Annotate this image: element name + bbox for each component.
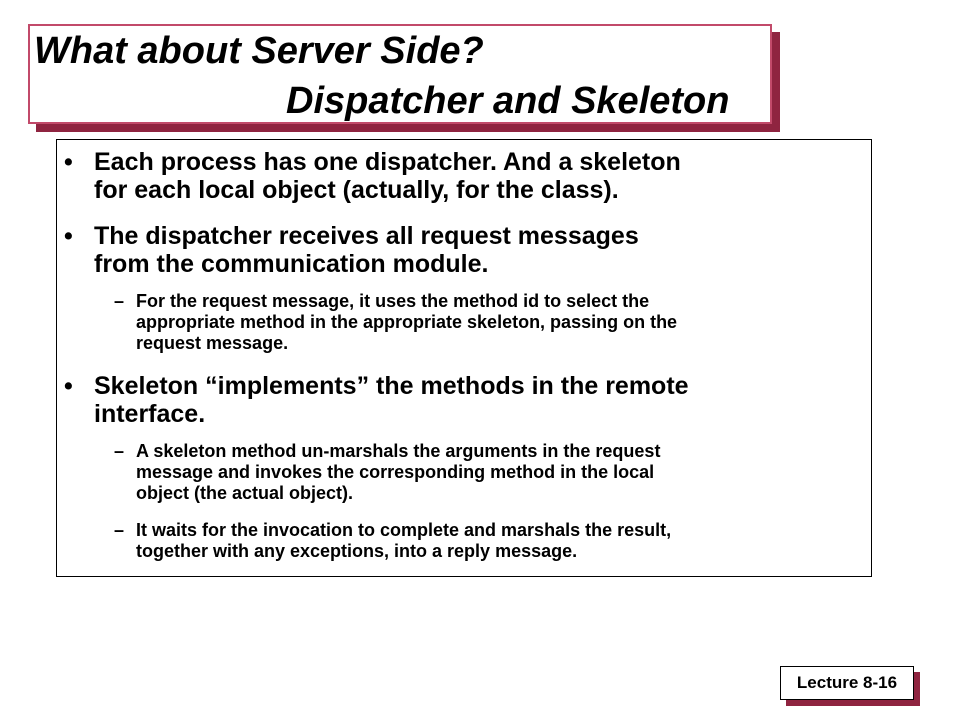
sub-bullet-3-2 [114, 520, 866, 562]
bullet-2 [64, 222, 864, 278]
bullet-3 [64, 372, 864, 428]
slide-title-line-1: What about Server Side? [34, 30, 484, 72]
bullet-1-line-1: Each process has one dispatcher. And a skeleton [94, 148, 681, 176]
bullet-3-line-2: interface. [94, 400, 206, 428]
sub-bullet-3-1-line-3: object (the actual object). [136, 483, 354, 503]
bullet-2-line-2: from the communication module. [94, 250, 489, 278]
sub-bullet-3-1 [114, 441, 866, 504]
sub-bullet-2-1-line-1: For the request message, it uses the method id to select the [136, 291, 650, 311]
sub-bullet-3-2-line-2: together with any exceptions, into a reply message. [136, 541, 578, 561]
sub-bullet-2-1 [114, 291, 866, 354]
sub-bullet-marker: – [114, 520, 125, 540]
bullet-1-line-2: for each local object (actually, for the class). [94, 176, 619, 204]
bullet-marker: • [64, 222, 73, 250]
bullet-1 [64, 148, 864, 204]
sub-bullet-3-1-line-2: message and invokes the corresponding method in the local [136, 462, 655, 482]
bullet-marker: • [64, 372, 73, 400]
bullet-2-line-1: The dispatcher receives all request messages [94, 222, 639, 250]
sub-bullet-3-2-line-1: It waits for the invocation to complete and marshals the result, [136, 520, 672, 540]
sub-bullet-marker: – [114, 441, 125, 461]
slide-title-line-2: Dispatcher and Skeleton [286, 80, 730, 122]
lecture-number-label: Lecture 8-16 [780, 666, 914, 700]
sub-bullet-marker: – [114, 291, 125, 311]
bullet-marker: • [64, 148, 73, 176]
sub-bullet-3-1-line-1: A skeleton method un-marshals the arguments in the request [136, 441, 661, 461]
sub-bullet-2-1-line-3: request message. [136, 333, 289, 353]
sub-bullet-2-1-line-2: appropriate method in the appropriate skeleton, passing on the [136, 312, 678, 332]
content-box [56, 139, 872, 577]
bullet-3-line-1: Skeleton “implements” the methods in the remote [94, 372, 689, 400]
